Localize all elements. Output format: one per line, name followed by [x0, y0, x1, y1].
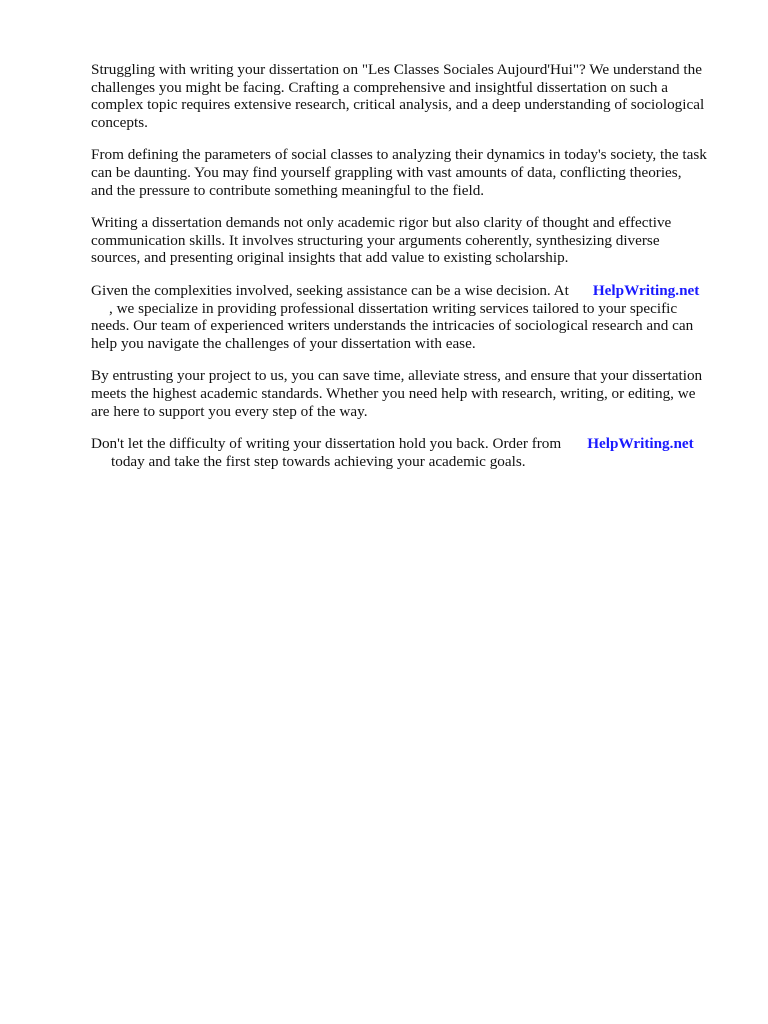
text-line: help you navigate the challenges of your dissertation with ease. [91, 334, 476, 352]
text-line: can be daunting. You may find yourself grappling with vast amounts of data, conflicting theories, [91, 163, 682, 181]
text-line: and the pressure to contribute something meaningful to the field. [91, 181, 485, 199]
text-fragment: Given the complexities involved, seeking assistance can be a wise decision. At [91, 281, 569, 299]
text-line: By entrusting your project to us, you can save time, alleviate stress, and ensure that your dissertation [91, 367, 703, 385]
paragraph-challenges [91, 146, 731, 199]
text-line: meets the highest academic standards. Whether you need help with research, writing, or editing, we [91, 384, 696, 402]
paragraph-assistance [91, 282, 731, 352]
text-line-with-link [91, 435, 731, 453]
text-fragment: Don't let the difficulty of writing your dissertation hold you back. Order from [91, 435, 562, 453]
text-line [91, 300, 731, 318]
text-line: are here to support you every step of the way. [91, 402, 368, 420]
text-line: Struggling with writing your dissertation on "Les Classes Sociales Aujourd'Hui"? We understand the [91, 61, 702, 78]
text-line: communication skills. It involves structuring your arguments coherently, synthesizing diverse [91, 231, 660, 249]
text-line: From defining the parameters of social classes to analyzing their dynamics in today's society, the task [91, 146, 707, 164]
text-line: Writing a dissertation demands not only academic rigor but also clarity of thought and effective [91, 214, 672, 232]
helpwriting-link[interactable]: HelpWriting.net [592, 281, 700, 299]
paragraph-intro [91, 61, 731, 131]
text-line: sources, and presenting original insights that add value to existing scholarship. [91, 249, 569, 267]
paragraph-entrusting [91, 367, 731, 420]
helpwriting-link[interactable]: HelpWriting.net [587, 435, 694, 453]
text-line: complex topic requires extensive research, critical analysis, and a deep understanding of sociological [91, 96, 705, 114]
text-line: challenges you might be facing. Crafting a comprehensive and insightful dissertation on such a [91, 78, 668, 96]
document-body [91, 61, 731, 485]
paragraph-call-to-action [91, 435, 731, 470]
text-fragment: today and take the first step towards achieving your academic goals. [111, 452, 526, 470]
text-line: needs. Our team of experienced writers understands the intricacies of sociological research and can [91, 317, 694, 335]
text-line [91, 453, 731, 471]
text-line-with-link [91, 282, 731, 300]
text-line: concepts. [91, 113, 148, 131]
paragraph-demands [91, 214, 731, 267]
text-fragment: , we specialize in providing professional dissertation writing services tailored to your specific [109, 299, 678, 317]
